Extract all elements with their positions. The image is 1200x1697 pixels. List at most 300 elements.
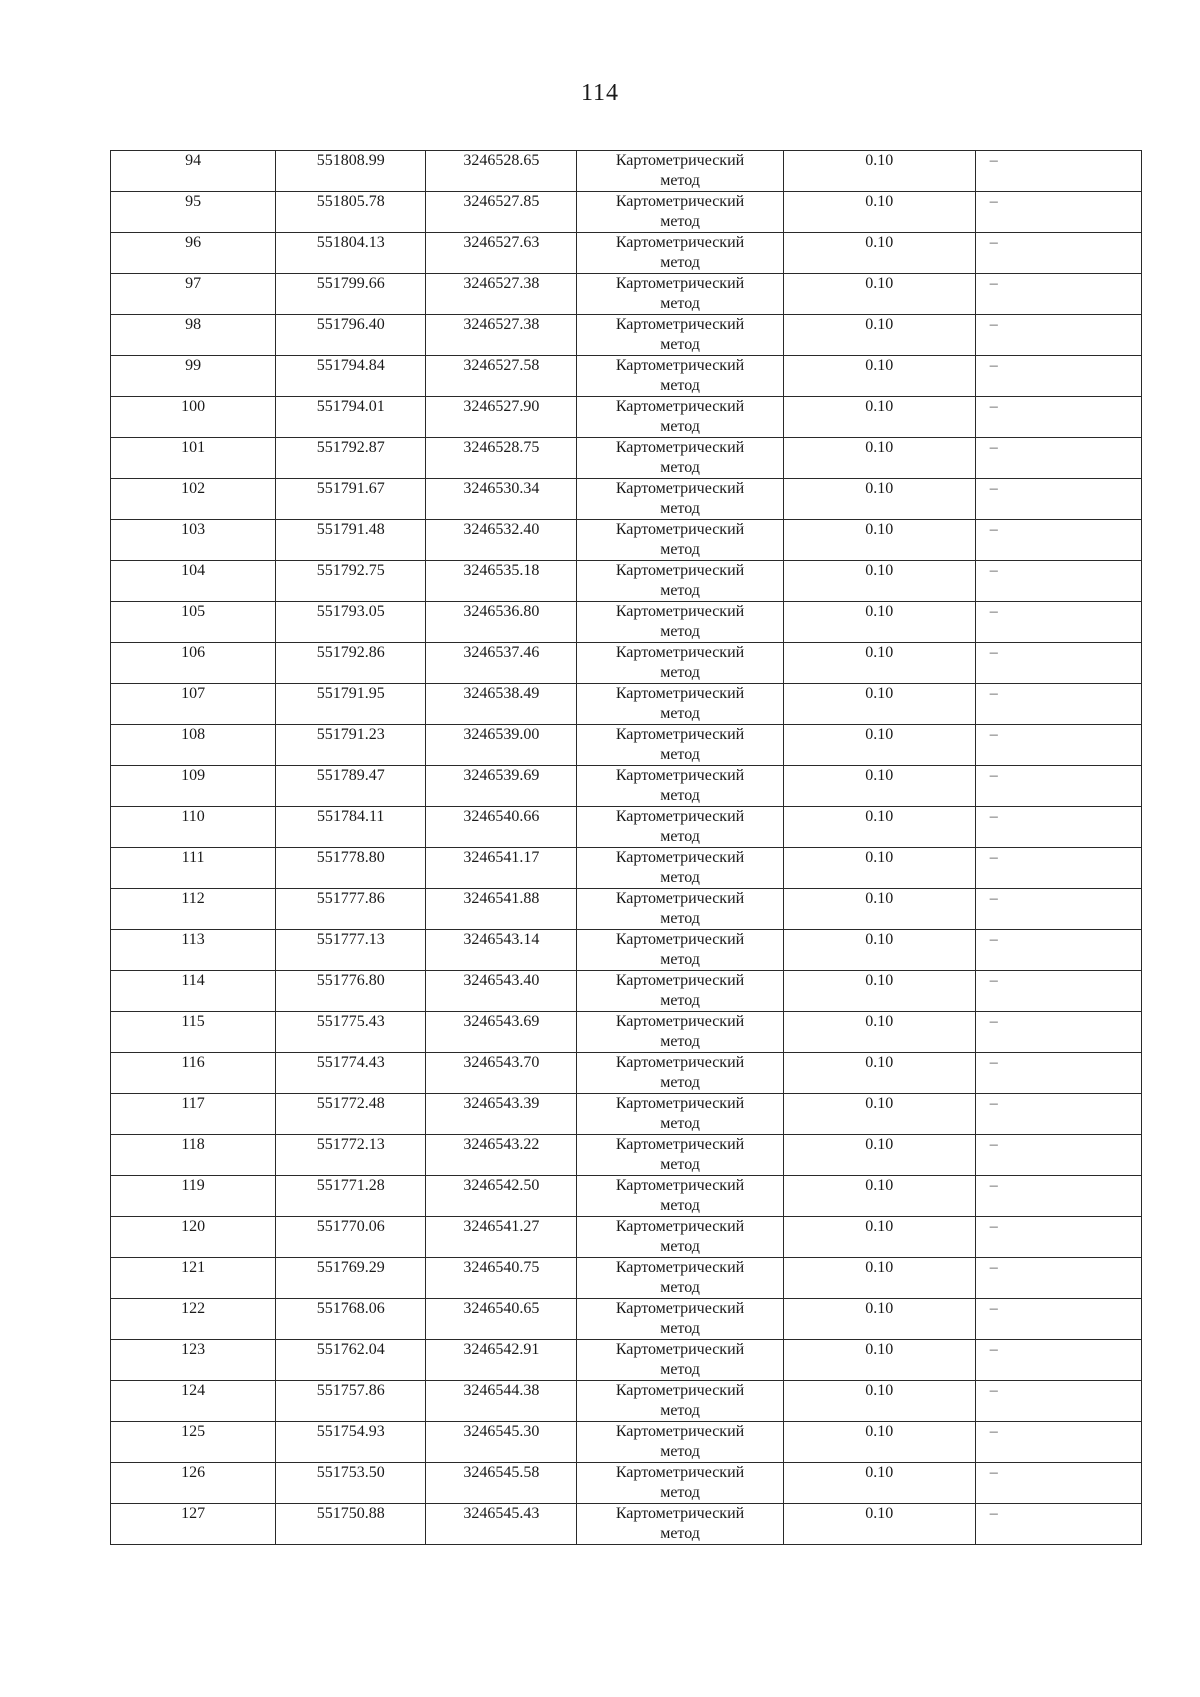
precision-cell: 0.10 [783,1217,975,1258]
y-coordinate-cell: 3246530.34 [426,479,577,520]
y-coordinate-cell: 3246536.80 [426,602,577,643]
method-line-1: Картометрический [615,1464,745,1481]
precision-cell: 0.10 [783,1299,975,1340]
note-cell: – [975,233,1141,274]
precision-cell: 0.10 [783,1463,975,1504]
x-coordinate-cell: 551805.78 [276,192,426,233]
method-line-1: Картометрический [615,1341,745,1358]
point-number-cell: 125 [111,1422,276,1463]
point-number-cell: 118 [111,1135,276,1176]
x-coordinate-cell: 551792.87 [276,438,426,479]
table-row [111,1012,1142,1053]
method-cell [577,356,783,397]
method-line-2: метод [660,992,700,1009]
method-line-1: Картометрический [615,275,745,292]
x-coordinate-cell: 551791.95 [276,684,426,725]
note-cell: – [975,1299,1141,1340]
point-number-cell: 113 [111,930,276,971]
y-coordinate-cell: 3246527.85 [426,192,577,233]
point-number-cell: 119 [111,1176,276,1217]
method-cell [577,1012,783,1053]
point-number-cell: 127 [111,1504,276,1545]
method-cell [577,520,783,561]
method-line-2: метод [660,1238,700,1255]
note-cell: – [975,1381,1141,1422]
method-line-1: Картометрический [615,890,745,907]
method-line-2: метод [660,1115,700,1132]
method-cell [577,1053,783,1094]
y-coordinate-cell: 3246537.46 [426,643,577,684]
x-coordinate-cell: 551808.99 [276,151,426,192]
note-cell: – [975,397,1141,438]
precision-cell: 0.10 [783,561,975,602]
note-cell: – [975,192,1141,233]
y-coordinate-cell: 3246543.40 [426,971,577,1012]
precision-cell: 0.10 [783,274,975,315]
point-number-cell: 96 [111,233,276,274]
coordinates-table [110,150,1142,1545]
method-cell [577,438,783,479]
note-cell: – [975,930,1141,971]
x-coordinate-cell: 551771.28 [276,1176,426,1217]
method-cell [577,643,783,684]
table-row [111,1053,1142,1094]
method-line-1: Картометрический [615,357,745,374]
note-cell: – [975,1340,1141,1381]
y-coordinate-cell: 3246527.90 [426,397,577,438]
method-line-1: Картометрический [615,439,745,456]
table-row [111,1422,1142,1463]
table-row [111,848,1142,889]
x-coordinate-cell: 551778.80 [276,848,426,889]
method-line-1: Картометрический [615,1423,745,1440]
point-number-cell: 114 [111,971,276,1012]
x-coordinate-cell: 551791.48 [276,520,426,561]
table-row [111,643,1142,684]
precision-cell: 0.10 [783,151,975,192]
method-cell [577,1504,783,1545]
method-cell [577,479,783,520]
table-row [111,479,1142,520]
method-line-2: метод [660,1156,700,1173]
note-cell: – [975,561,1141,602]
method-line-1: Картометрический [615,808,745,825]
point-number-cell: 101 [111,438,276,479]
note-cell: – [975,1258,1141,1299]
x-coordinate-cell: 551774.43 [276,1053,426,1094]
table-row [111,889,1142,930]
method-line-1: Картометрический [615,603,745,620]
method-line-1: Картометрический [615,1218,745,1235]
y-coordinate-cell: 3246543.14 [426,930,577,971]
precision-cell: 0.10 [783,684,975,725]
x-coordinate-cell: 551789.47 [276,766,426,807]
precision-cell: 0.10 [783,889,975,930]
method-cell [577,807,783,848]
method-line-1: Картометрический [615,316,745,333]
note-cell: – [975,520,1141,561]
method-cell [577,233,783,274]
method-line-2: метод [660,459,700,476]
table-row [111,1094,1142,1135]
method-cell [577,889,783,930]
note-cell: – [975,479,1141,520]
x-coordinate-cell: 551796.40 [276,315,426,356]
precision-cell: 0.10 [783,315,975,356]
method-cell [577,274,783,315]
method-line-2: метод [660,787,700,804]
table-row [111,151,1142,192]
method-line-1: Картометрический [615,767,745,784]
method-line-2: метод [660,1074,700,1091]
note-cell: – [975,1176,1141,1217]
method-line-2: метод [660,623,700,640]
method-line-2: метод [660,295,700,312]
note-cell: – [975,848,1141,889]
y-coordinate-cell: 3246543.70 [426,1053,577,1094]
note-cell: – [975,1135,1141,1176]
method-line-2: метод [660,377,700,394]
x-coordinate-cell: 551784.11 [276,807,426,848]
method-cell [577,1258,783,1299]
method-line-2: метод [660,910,700,927]
table-row [111,274,1142,315]
precision-cell: 0.10 [783,971,975,1012]
table-row [111,807,1142,848]
method-line-2: метод [660,1033,700,1050]
precision-cell: 0.10 [783,479,975,520]
y-coordinate-cell: 3246541.17 [426,848,577,889]
note-cell: – [975,1422,1141,1463]
method-line-2: метод [660,1443,700,1460]
method-line-1: Картометрический [615,398,745,415]
point-number-cell: 98 [111,315,276,356]
method-line-1: Картометрический [615,972,745,989]
table-row [111,438,1142,479]
precision-cell: 0.10 [783,1422,975,1463]
x-coordinate-cell: 551769.29 [276,1258,426,1299]
precision-cell: 0.10 [783,807,975,848]
x-coordinate-cell: 551791.67 [276,479,426,520]
table-row [111,233,1142,274]
method-cell [577,848,783,889]
point-number-cell: 97 [111,274,276,315]
y-coordinate-cell: 3246545.30 [426,1422,577,1463]
method-cell [577,561,783,602]
point-number-cell: 100 [111,397,276,438]
method-line-1: Картометрический [615,1136,745,1153]
point-number-cell: 112 [111,889,276,930]
method-cell [577,1094,783,1135]
y-coordinate-cell: 3246543.22 [426,1135,577,1176]
precision-cell: 0.10 [783,1135,975,1176]
x-coordinate-cell: 551772.13 [276,1135,426,1176]
x-coordinate-cell: 551804.13 [276,233,426,274]
table-row [111,1463,1142,1504]
point-number-cell: 110 [111,807,276,848]
method-line-1: Картометрический [615,562,745,579]
table-row [111,1504,1142,1545]
method-line-2: метод [660,1402,700,1419]
x-coordinate-cell: 551794.84 [276,356,426,397]
y-coordinate-cell: 3246528.75 [426,438,577,479]
table-row [111,1176,1142,1217]
method-line-2: метод [660,1197,700,1214]
y-coordinate-cell: 3246540.65 [426,1299,577,1340]
point-number-cell: 126 [111,1463,276,1504]
precision-cell: 0.10 [783,930,975,971]
precision-cell: 0.10 [783,725,975,766]
point-number-cell: 105 [111,602,276,643]
point-number-cell: 103 [111,520,276,561]
x-coordinate-cell: 551757.86 [276,1381,426,1422]
point-number-cell: 122 [111,1299,276,1340]
y-coordinate-cell: 3246542.50 [426,1176,577,1217]
point-number-cell: 117 [111,1094,276,1135]
method-line-2: метод [660,828,700,845]
method-line-1: Картометрический [615,1054,745,1071]
y-coordinate-cell: 3246540.66 [426,807,577,848]
method-line-1: Картометрический [615,931,745,948]
precision-cell: 0.10 [783,848,975,889]
y-coordinate-cell: 3246532.40 [426,520,577,561]
y-coordinate-cell: 3246543.39 [426,1094,577,1135]
point-number-cell: 109 [111,766,276,807]
precision-cell: 0.10 [783,397,975,438]
x-coordinate-cell: 551754.93 [276,1422,426,1463]
method-cell [577,1463,783,1504]
point-number-cell: 108 [111,725,276,766]
point-number-cell: 104 [111,561,276,602]
x-coordinate-cell: 551799.66 [276,274,426,315]
method-line-2: метод [660,1279,700,1296]
note-cell: – [975,725,1141,766]
method-line-2: метод [660,1361,700,1378]
method-line-2: метод [660,869,700,886]
method-line-1: Картометрический [615,644,745,661]
table-row [111,397,1142,438]
point-number-cell: 94 [111,151,276,192]
table-row [111,971,1142,1012]
note-cell: – [975,602,1141,643]
method-line-1: Картометрический [615,193,745,210]
precision-cell: 0.10 [783,1258,975,1299]
method-cell [577,971,783,1012]
method-line-2: метод [660,500,700,517]
method-line-1: Картометрический [615,1177,745,1194]
table-row [111,930,1142,971]
note-cell: – [975,315,1141,356]
precision-cell: 0.10 [783,1176,975,1217]
table-row [111,684,1142,725]
note-cell: – [975,643,1141,684]
method-cell [577,1299,783,1340]
x-coordinate-cell: 551775.43 [276,1012,426,1053]
note-cell: – [975,1012,1141,1053]
method-line-2: метод [660,1484,700,1501]
x-coordinate-cell: 551777.13 [276,930,426,971]
note-cell: – [975,274,1141,315]
x-coordinate-cell: 551770.06 [276,1217,426,1258]
precision-cell: 0.10 [783,643,975,684]
precision-cell: 0.10 [783,1094,975,1135]
table-row [111,766,1142,807]
precision-cell: 0.10 [783,192,975,233]
point-number-cell: 102 [111,479,276,520]
note-cell: – [975,356,1141,397]
x-coordinate-cell: 551762.04 [276,1340,426,1381]
method-line-1: Картометрический [615,521,745,538]
method-line-2: метод [660,418,700,435]
x-coordinate-cell: 551792.75 [276,561,426,602]
method-line-2: метод [660,254,700,271]
method-cell [577,1381,783,1422]
method-cell [577,930,783,971]
precision-cell: 0.10 [783,438,975,479]
method-line-2: метод [660,541,700,558]
x-coordinate-cell: 551753.50 [276,1463,426,1504]
method-cell [577,397,783,438]
note-cell: – [975,438,1141,479]
x-coordinate-cell: 551750.88 [276,1504,426,1545]
note-cell: – [975,1463,1141,1504]
method-cell [577,1217,783,1258]
y-coordinate-cell: 3246527.63 [426,233,577,274]
y-coordinate-cell: 3246541.27 [426,1217,577,1258]
method-line-2: метод [660,582,700,599]
table-row [111,356,1142,397]
point-number-cell: 121 [111,1258,276,1299]
method-cell [577,602,783,643]
note-cell: – [975,1053,1141,1094]
table-row [111,725,1142,766]
precision-cell: 0.10 [783,602,975,643]
x-coordinate-cell: 551793.05 [276,602,426,643]
note-cell: – [975,971,1141,1012]
note-cell: – [975,1217,1141,1258]
precision-cell: 0.10 [783,1012,975,1053]
y-coordinate-cell: 3246527.38 [426,274,577,315]
x-coordinate-cell: 551776.80 [276,971,426,1012]
method-line-2: метод [660,705,700,722]
method-line-2: метод [660,336,700,353]
table-row [111,561,1142,602]
method-line-2: метод [660,746,700,763]
method-cell [577,684,783,725]
point-number-cell: 120 [111,1217,276,1258]
y-coordinate-cell: 3246541.88 [426,889,577,930]
point-number-cell: 123 [111,1340,276,1381]
method-line-2: метод [660,1320,700,1337]
point-number-cell: 115 [111,1012,276,1053]
precision-cell: 0.10 [783,1504,975,1545]
point-number-cell: 107 [111,684,276,725]
note-cell: – [975,889,1141,930]
precision-cell: 0.10 [783,766,975,807]
table-row [111,1299,1142,1340]
table-row [111,1340,1142,1381]
method-cell [577,192,783,233]
precision-cell: 0.10 [783,356,975,397]
table-row [111,1381,1142,1422]
method-cell [577,1176,783,1217]
point-number-cell: 111 [111,848,276,889]
method-line-1: Картометрический [615,1382,745,1399]
y-coordinate-cell: 3246545.43 [426,1504,577,1545]
method-line-1: Картометрический [615,1259,745,1276]
y-coordinate-cell: 3246527.58 [426,356,577,397]
x-coordinate-cell: 551768.06 [276,1299,426,1340]
point-number-cell: 106 [111,643,276,684]
method-line-2: метод [660,1525,700,1542]
method-line-1: Картометрический [615,1095,745,1112]
y-coordinate-cell: 3246545.58 [426,1463,577,1504]
x-coordinate-cell: 551792.86 [276,643,426,684]
point-number-cell: 116 [111,1053,276,1094]
method-line-2: метод [660,951,700,968]
method-line-1: Картометрический [615,152,745,169]
y-coordinate-cell: 3246540.75 [426,1258,577,1299]
method-line-1: Картометрический [615,726,745,743]
y-coordinate-cell: 3246542.91 [426,1340,577,1381]
y-coordinate-cell: 3246535.18 [426,561,577,602]
precision-cell: 0.10 [783,233,975,274]
table-row [111,1135,1142,1176]
method-line-2: метод [660,172,700,189]
precision-cell: 0.10 [783,1381,975,1422]
method-cell [577,725,783,766]
method-line-1: Картометрический [615,1013,745,1030]
x-coordinate-cell: 551772.48 [276,1094,426,1135]
method-cell [577,151,783,192]
y-coordinate-cell: 3246527.38 [426,315,577,356]
note-cell: – [975,1094,1141,1135]
y-coordinate-cell: 3246528.65 [426,151,577,192]
table-row [111,192,1142,233]
x-coordinate-cell: 551777.86 [276,889,426,930]
page-number: 114 [580,80,620,106]
precision-cell: 0.10 [783,520,975,561]
note-cell: – [975,684,1141,725]
method-line-1: Картометрический [615,685,745,702]
y-coordinate-cell: 3246543.69 [426,1012,577,1053]
y-coordinate-cell: 3246544.38 [426,1381,577,1422]
precision-cell: 0.10 [783,1340,975,1381]
method-cell [577,1340,783,1381]
method-line-1: Картометрический [615,480,745,497]
method-cell [577,766,783,807]
table-row [111,315,1142,356]
note-cell: – [975,151,1141,192]
method-cell [577,1422,783,1463]
x-coordinate-cell: 551791.23 [276,725,426,766]
point-number-cell: 95 [111,192,276,233]
precision-cell: 0.10 [783,1053,975,1094]
method-line-1: Картометрический [615,1505,745,1522]
y-coordinate-cell: 3246539.69 [426,766,577,807]
point-number-cell: 99 [111,356,276,397]
method-line-2: метод [660,664,700,681]
y-coordinate-cell: 3246538.49 [426,684,577,725]
coordinates-table-body [111,151,1142,1545]
note-cell: – [975,807,1141,848]
method-line-2: метод [660,213,700,230]
method-line-1: Картометрический [615,1300,745,1317]
table-row [111,602,1142,643]
method-cell [577,1135,783,1176]
table-row [111,1217,1142,1258]
note-cell: – [975,766,1141,807]
